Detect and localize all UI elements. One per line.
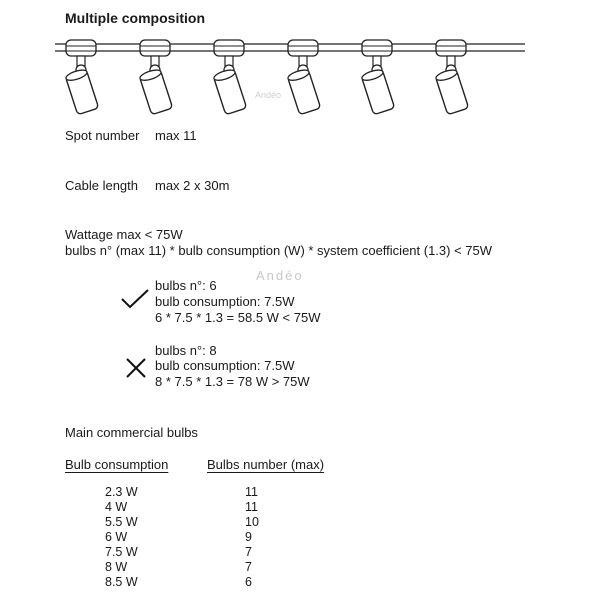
wattage-max: Wattage max < 75W (65, 227, 183, 242)
example-bad-line2: bulb consumption: 7.5W (155, 358, 295, 373)
watermark-small: Andéo (255, 90, 282, 100)
example-ok-line2: bulb consumption: 7.5W (155, 294, 295, 309)
page-title: Multiple composition (65, 10, 205, 26)
bulbs-table-title: Main commercial bulbs (65, 425, 198, 440)
example-bad-line1: bulbs n°: 8 (155, 343, 217, 358)
track-spot-icon (361, 40, 395, 115)
check-icon (120, 288, 150, 310)
watermark: Andéo (256, 268, 304, 283)
track-spot-icon (287, 40, 321, 115)
track-spot-icon (65, 40, 99, 115)
example-ok-line3: 6 * 7.5 * 1.3 = 58.5 W < 75W (155, 310, 321, 325)
example-ok-line1: bulbs n°: 6 (155, 278, 217, 293)
cell-bulbs-number: 7 (245, 545, 252, 559)
col-header-consumption: Bulb consumption (65, 457, 169, 472)
cross-icon (125, 357, 147, 379)
cell-bulbs-number: 10 (245, 515, 259, 529)
cell-bulbs-number: 11 (245, 485, 258, 499)
spot-number-label: Spot number (65, 128, 140, 143)
cell-consumption: 8 W (105, 560, 128, 574)
cell-consumption: 8.5 W (105, 575, 138, 589)
wattage-formula: bulbs n° (max 11) * bulb consumption (W) * system coefficient (1.3) < 75W (65, 243, 493, 258)
cable-length-label: Cable length (65, 178, 138, 193)
cable-length-value: max 2 x 30m (155, 178, 230, 193)
cell-consumption: 5.5 W (105, 515, 138, 529)
track-spot-icon (435, 40, 469, 115)
cell-bulbs-number: 6 (245, 575, 252, 589)
track-illustration (55, 30, 535, 120)
example-bad-line3: 8 * 7.5 * 1.3 = 78 W > 75W (155, 374, 310, 389)
cell-consumption: 7.5 W (105, 545, 138, 559)
cell-bulbs-number: 7 (245, 560, 252, 574)
cell-consumption: 4 W (105, 500, 128, 514)
spot-number-value: max 11 (155, 128, 197, 143)
track-spot-icon (139, 40, 173, 115)
cell-bulbs-number: 9 (245, 530, 252, 544)
track-spot-icon (213, 40, 247, 115)
cell-consumption: 2.3 W (105, 485, 138, 499)
cell-bulbs-number: 11 (245, 500, 258, 514)
col-header-bulbs-number: Bulbs number (max) (207, 457, 325, 472)
cell-consumption: 6 W (105, 530, 128, 544)
